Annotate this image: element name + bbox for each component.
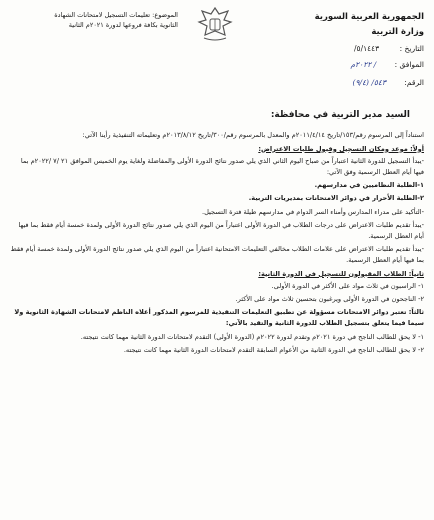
- failed-students-item: ١- الراسبون في ثلاث مواد على الأكثر في الدورة الأولى.: [271, 282, 424, 291]
- number-label: الرقم:: [404, 78, 424, 87]
- rule-1-item: ١- لا يحق للطالب الناجح في دورة ٢٠٢١م وتقدم لدورة ٢٠٢٢م (الدورة الأولى) التقدم لامتحانات الدورة الثانية مهما كانت نتيجته.: [80, 332, 424, 341]
- improvement-students-item: ٢- الناجحون في الدورة الأولى ويرغبون بتحسين ثلاث مواد على الأكثر.: [235, 294, 424, 303]
- emblem-icon: [196, 4, 234, 44]
- principals-note: -التأكيد على مدراء المدارس وأمناء السر الدوام في مدارسهم طيلة فترة التسجيل.: [201, 207, 424, 216]
- section-1-heading: أولاً: موعد ومكان التسجيل وقبول طلبات الاعتراض:: [258, 144, 424, 153]
- rule-2-item: ٢- لا يحق للطالب الناجح في الدورة الثانية من الأعوام السابقة التقدم لامتحانات الدورة الثانية مهما كانت نتيجته.: [123, 346, 424, 355]
- subject-line-2: الثانوية بكافة فروعها لدورة ٢٠٢١م الثانية: [68, 21, 178, 29]
- subject-line-1: الموضوع: تعليمات التسجيل لامتحانات الشهادة: [54, 11, 178, 19]
- corresponding-label: الموافق :: [394, 60, 424, 69]
- registration-paragraph: -يبدأ التسجيل للدورة الثانية اعتباراً من صباح اليوم الثاني الذي يلي صدور نتائج الدورة الأولى والمفاضلة ولغاية يوم الخميس الموافق ٢١ /٧ /٢٠٢٢م بما فيها أيام العطل الرسمية وفق الآتي:: [20, 157, 424, 176]
- free-students-item: ٢-الطلبة الأحرار في دوائر الامتحانات بمديريات التربية.: [248, 193, 424, 202]
- date-value: ٥/١٤٤٣/: [354, 44, 380, 53]
- letterhead: [274, 10, 424, 40]
- corresponding-value: / ٢٠٢٢م: [350, 60, 377, 69]
- letter-body: [10, 130, 424, 356]
- grade-objection-note: -يبدأ تقديم طلبات الاعتراض على درجات الطلاب في الدورة الأولى اعتباراً من اليوم الذي يلي صدور نتائج الدورة الأولى ولمدة خمسة أيام فقط بما فيها أيام العطل الرسمية.: [18, 221, 424, 240]
- section-3-paragraph: ثالثاً: تعتبر دوائر الامتحانات مسؤولة عن تطبيق التعليمات التنفيذية للمرسوم المذكور أعلاه الناظم لامتحانات الشهادة الثانوية ولا سيما فيما يتعلق بتسجيل الطلاب للدورة الثانية والتقيد بالآتي:: [14, 308, 424, 327]
- section-2-heading: ثانياً: الطلاب المقبولون للتسجيل في الدورة الثانية:: [258, 269, 424, 278]
- corresponding-date-field: [350, 60, 424, 69]
- regular-students-item: ١-الطلبة النظاميين في مدارسهم.: [314, 181, 424, 190]
- country-name: الجمهورية العربية السورية: [314, 12, 424, 22]
- violators-objection-note: -يبدأ تقديم طلبات الاعتراض على علامات الطلاب مخالفي التعليمات الامتحانية اعتباراً من اليوم الذي يلي صدور نتائج الدورة الأولى ولمدة خمسة أيام فقط بما فيها أيام العطل الرسمية.: [10, 245, 424, 264]
- date-label: التاريخ :: [399, 44, 424, 53]
- reference-number-field: [353, 78, 424, 87]
- addressee-line: السيد مدير التربية في محافظة:: [270, 110, 410, 120]
- subject-block: [8, 10, 178, 30]
- date-field: [354, 44, 424, 53]
- intro-paragraph: استناداً إلى المرسوم رقم/١٥٣/تاريخ ٢٠١١/٤/١٤م والمعدل بالمرسوم رقم/٣٠٠/تاريخ ٢٠١٣/٨/١٢م وتعليماته التنفيذية رأينا الآتي:: [82, 131, 424, 139]
- number-value: ٥٤٣/ (٩/٤): [352, 78, 386, 87]
- ministry-name: وزارة التربية: [371, 27, 424, 37]
